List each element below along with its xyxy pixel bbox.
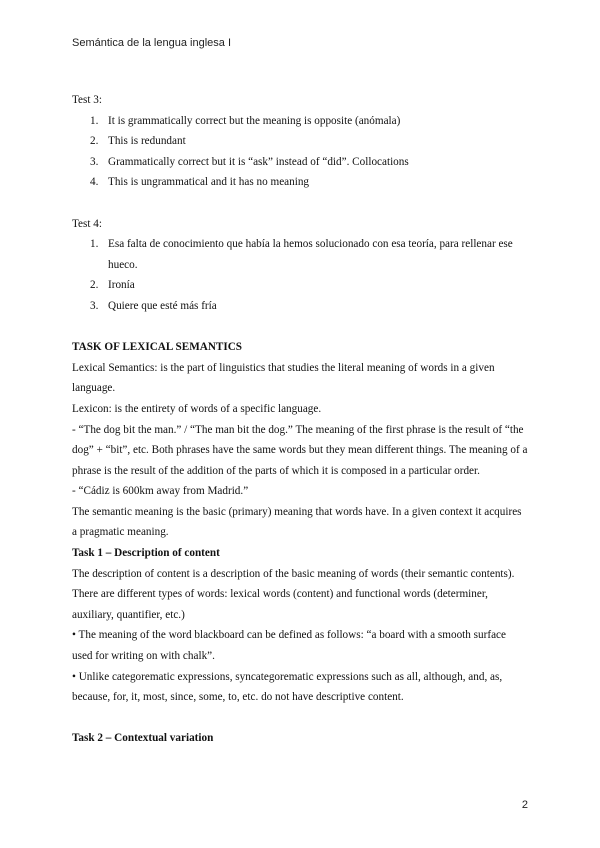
spacer [72, 193, 528, 214]
lexical-paragraph: Lexical Semantics: is the part of linguistics that studies the literal meaning of words in a given language. [72, 361, 495, 395]
lexical-paragraph: - “Cádiz is 600km away from Madrid.” [72, 485, 249, 498]
list-item [72, 172, 528, 193]
list-text: This is ungrammatical and it has no meaning [108, 176, 310, 189]
list-number: 2. [90, 279, 99, 292]
document-header: Semántica de la lengua inglesa I [72, 37, 231, 49]
list-item [72, 275, 528, 296]
document-body [72, 90, 528, 749]
list-text: This is redundant [108, 135, 186, 148]
test4-title: Test 4: [72, 217, 102, 230]
lexical-paragraph: The semantic meaning is the basic (primary) meaning that words have. In a given context it acquires a pragmatic meaning. [72, 505, 522, 539]
spacer [72, 317, 528, 338]
list-item [72, 296, 528, 317]
list-number: 3. [90, 155, 99, 168]
list-item [72, 234, 528, 275]
task1-heading: Task 1 – Description of content [72, 547, 220, 560]
test3-title: Test 3: [72, 94, 102, 106]
lexical-semantics-heading: TASK OF LEXICAL SEMANTICS [72, 341, 243, 354]
list-text: Esa falta de conocimiento que había la hemos solucionado con esa teoría, para rellenar ese hueco. [108, 238, 513, 271]
test3-list [72, 111, 528, 193]
list-text: Quiere que esté más fría [108, 299, 217, 312]
list-item [72, 152, 528, 173]
list-text: Grammatically correct but it is “ask” instead of “did”. Collocations [108, 155, 409, 168]
list-text: It is grammatically correct but the meaning is opposite (anómala) [108, 114, 401, 127]
list-number: 4. [90, 176, 99, 189]
list-number: 3. [90, 299, 99, 312]
task1-paragraph: The description of content is a description of the basic meaning of words (their semantic contents). There are different types of words: lexical words (content) and functional words (determiner, auxiliary, quantifier, etc.) [72, 567, 515, 621]
list-item [72, 131, 528, 152]
lexical-paragraph: - “The dog bit the man.” / “The man bit the dog.” The meaning of the first phrase is the result of “the dog” + “bit”, etc. Both phrases have the same words but they mean different things. The meaning of a phrase is the result of the addition of the parts of which it is composed in a particular order. [72, 423, 528, 477]
list-number: 1. [90, 238, 99, 251]
list-text: Ironía [108, 279, 135, 292]
list-number: 1. [90, 114, 99, 127]
page-number: 2 [521, 799, 528, 811]
task1-paragraph: • The meaning of the word blackboard can be defined as follows: “a board with a smooth surface used for writing on with chalk”. [72, 629, 506, 663]
task1-paragraph: • Unlike categorematic expressions, syncategorematic expressions such as all, although, and, as, because, for, it, most, since, some, to, etc. do not have descriptive content. [72, 670, 503, 704]
task2-heading: Task 2 – Contextual variation [72, 732, 214, 745]
spacer [72, 708, 528, 729]
list-number: 2. [90, 135, 99, 148]
test4-list [72, 234, 528, 316]
list-item [72, 111, 528, 132]
lexical-paragraph: Lexicon: is the entirety of words of a specific language. [72, 402, 322, 415]
